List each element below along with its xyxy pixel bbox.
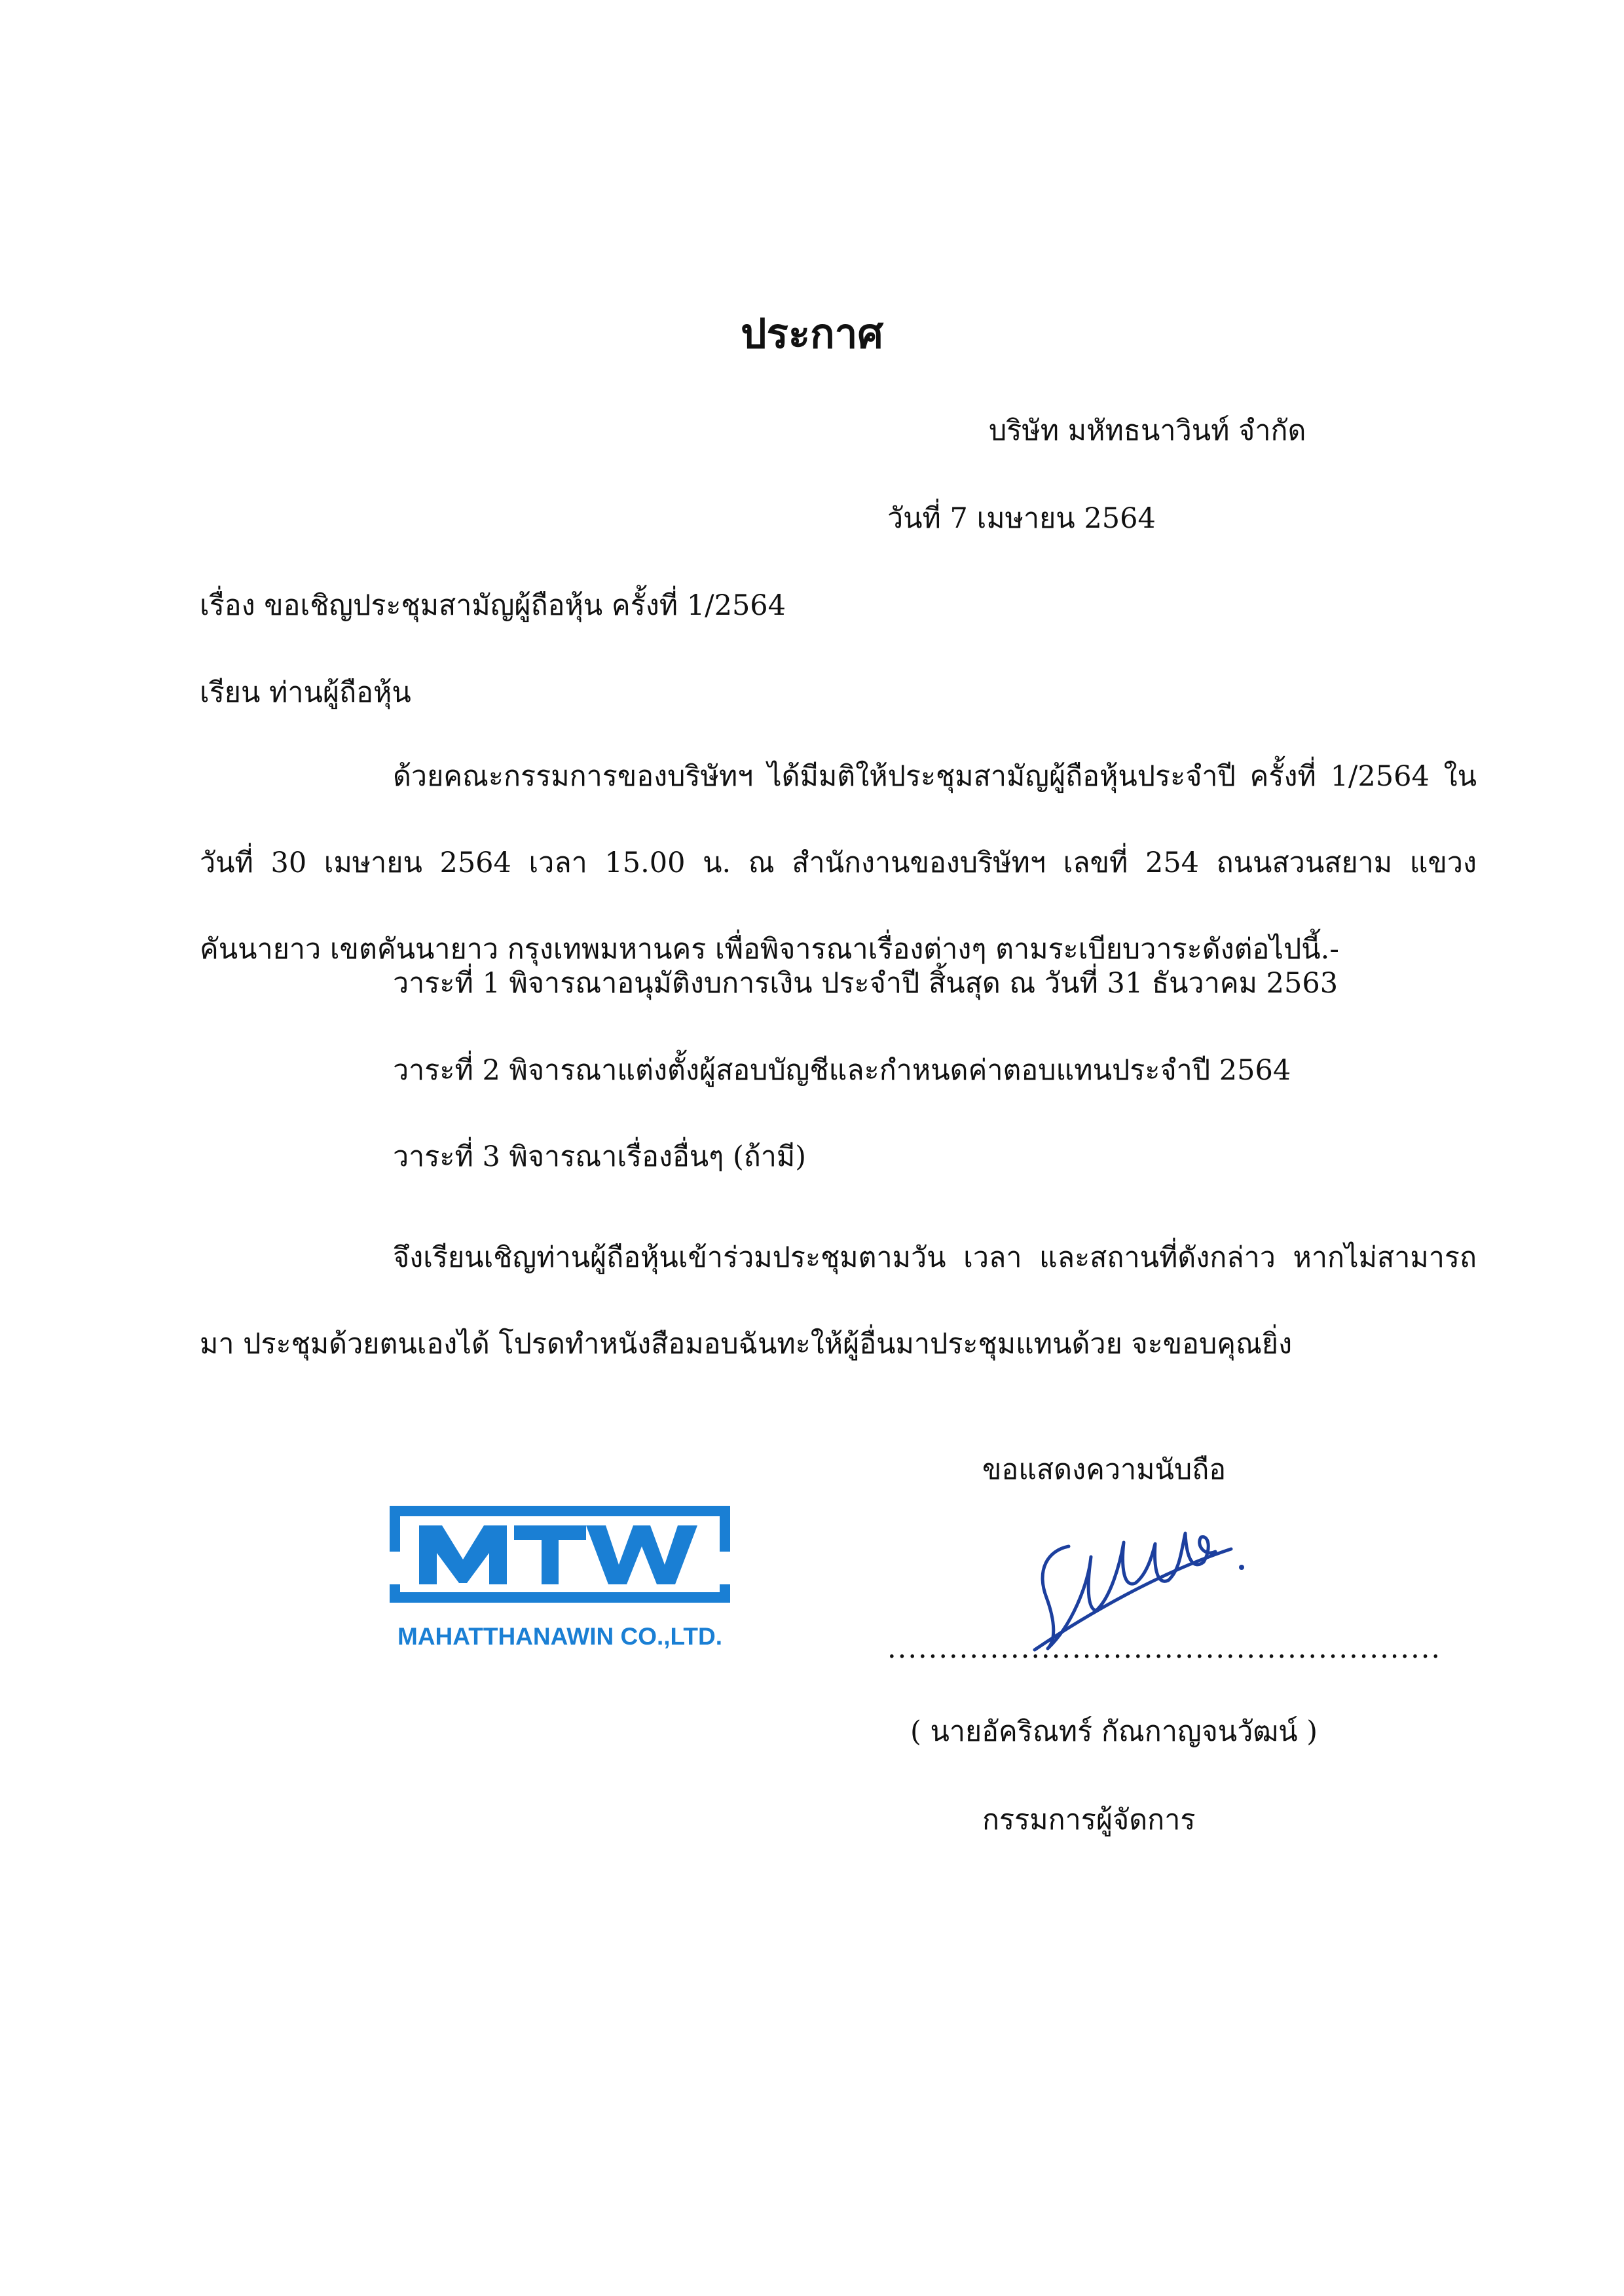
signer-title: กรรมการผู้จัดการ <box>982 1804 1196 1836</box>
signer-name: ( นายอัคริณทร์ กัณกาญจนวัฒน์ ) <box>910 1715 1318 1748</box>
invitation-paragraph: จึงเรียนเชิญท่านผู้ถือหุ้นเข้าร่วมประชุมตามวัน เวลา และสถานที่ดังกล่าว หากไม่สามารถมา ประชุมด้วยตนเองได้ โปรดทำหนังสือมอบฉันทะให้ผู้อื่นมาประชุมแทนด้วย จะขอบคุณยิ่ง <box>200 1241 1477 1360</box>
notice-date: วันที่ 7 เมษายน 2564 <box>887 502 1156 535</box>
company-name: บริษัท มหัทธนาวินท์ จำกัด <box>989 414 1306 447</box>
closing-line: ขอแสดงความนับถือ <box>982 1453 1227 1486</box>
salutation-line: เรียน ท่านผู้ถือหุ้น <box>200 676 411 709</box>
signature-line: ...................................................... <box>887 1632 1442 1665</box>
agenda-item-2: วาระที่ 2 พิจารณาแต่งตั้งผู้สอบบัญชีและกำหนดค่าตอบแทนประจำปี 2564 <box>393 1054 1291 1087</box>
intro-paragraph: ด้วยคณะกรรมการของบริษัทฯ ได้มีมติให้ประชุมสามัญผู้ถือหุ้นประจำปี ครั้งที่ 1/2564 ใน วันที่ 30 เมษายน 2564 เวลา 15.00 น. ณ สำนักงานของบริษัทฯ เลขที่ 254 ถนนสวนสยาม แขวง คันนายาว เขตคันนายาว กรุงเทพมหานคร เพื่อพิจารณาเรื่องต่างๆ ตามระเบียบวาระดังต่อไปนี้.- <box>200 760 1477 966</box>
company-logo <box>390 1506 730 1656</box>
logo-mark-icon <box>390 1506 730 1603</box>
agenda-item-3: วาระที่ 3 พิจารณาเรื่องอื่นๆ (ถ้ามี) <box>393 1140 807 1173</box>
agenda-item-1: วาระที่ 1 พิจารณาอนุมัติงบการเงิน ประจำปี สิ้นสุด ณ วันที่ 31 ธันวาคม 2563 <box>393 967 1338 1000</box>
subject-line: เรื่อง ขอเชิญประชุมสามัญผู้ถือหุ้น ครั้งที่ 1/2564 <box>200 589 786 622</box>
page-title: ประกาศ <box>741 310 883 357</box>
logo-company-text: MAHATTHANAWIN CO.,LTD. <box>397 1623 722 1650</box>
